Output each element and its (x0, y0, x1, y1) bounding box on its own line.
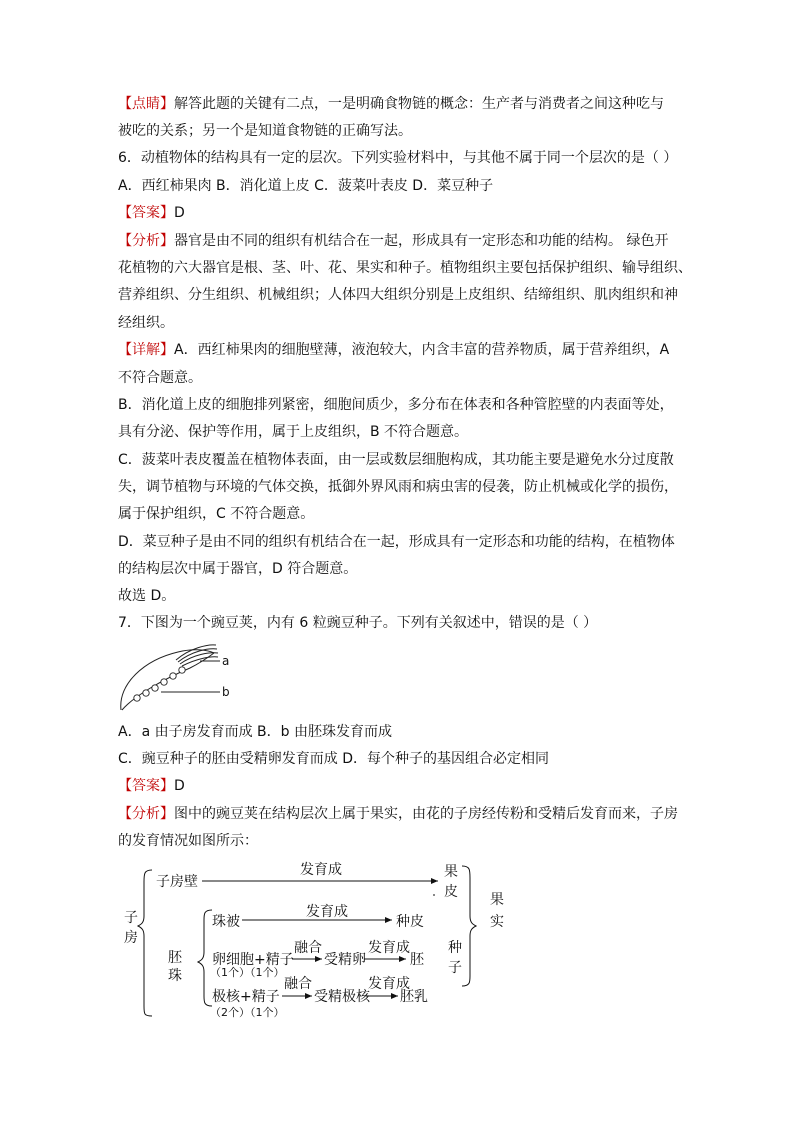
analysis-line-q7-1 (118, 804, 678, 824)
develops-into-label-1: 发育成 (300, 862, 342, 878)
analysis-text: 器官是由不同的组织有机结合在一起，形成具有一定形态和功能的结构。 绿色开 (174, 233, 669, 249)
tip-text: 解答此题的关键有二点，一是明确食物链的概念：生产者与消费者之间这种吃与 (174, 96, 664, 112)
develops-into-label-2: 发育成 (306, 904, 348, 920)
detail-line-5: C．菠菜叶表皮覆盖在植物体表面，由一层或数层细胞构成，其功能主要是避免水分过度散 (118, 452, 674, 468)
fusion-label-1: 融合 (294, 940, 322, 956)
pea-seed (143, 690, 149, 696)
label-a: a (222, 654, 230, 668)
pea-seed (152, 685, 158, 691)
question-7-stem: 7．下图为一个豌豆荚，内有 6 粒豌豆种子。下列有关叙述中，错误的是（ ） (118, 615, 598, 631)
analysis-line-3: 营养组织、分生组织、机械组织；人体四大组织分别是上皮组织、结缔组织、肌肉组织和神 (118, 287, 678, 303)
endosperm-label: 胚乳 (400, 989, 428, 1005)
detail-line-9: 的结构层次中属于器官，D 符合题意。 (118, 561, 358, 577)
embryo-label: 胚 (410, 952, 424, 968)
polar-sperm-label: 极核+精子 (212, 989, 280, 1005)
pericarp-label-2: 皮 (444, 884, 458, 900)
fusion-label-2: 融合 (284, 976, 312, 992)
detail-tag: 【详解】 (118, 342, 174, 358)
count-label-2: （2个）（1个） (210, 1006, 285, 1019)
integument-label: 珠被 (212, 914, 240, 930)
analysis-tag: 【分析】 (118, 233, 174, 249)
analysis-text: 图中的豌豆荚在结构层次上属于果实，由花的子房经传粉和受精后发育而来，子房 (174, 806, 678, 822)
answer-line-q6 (118, 203, 185, 223)
detail-line-6: 失，调节植物与环境的气体交换，抵御外界风雨和病虫害的侵袭，防止机械或化学的损伤， (118, 479, 678, 495)
answer-value: D (174, 205, 185, 221)
answer-line-q7 (118, 776, 185, 796)
detail-line-1 (118, 340, 669, 360)
egg-sperm-label: 卵细胞+精子 (212, 952, 294, 968)
seed-label-1: 种 (448, 940, 462, 956)
question-6-options: A．西红柿果肉 B．消化道上皮 C．菠菜叶表皮 D．菜豆种子 (118, 178, 494, 194)
analysis-line-1 (118, 231, 668, 251)
pericarp-label-1: 果 (444, 864, 458, 880)
detail-line-3: B．消化道上皮的细胞排列紧密，细胞间质少，多分布在体表和各种管腔壁的内表面等处， (118, 397, 674, 413)
pea-seed (170, 673, 176, 679)
analysis-line-q7-2: 的发育情况如图所示： (118, 833, 258, 849)
detail-line-7: 属于保护组织，C 不符合题意。 (118, 506, 315, 522)
count-label-1: （1个）（1个） (210, 966, 285, 979)
pea-seed (161, 679, 167, 685)
develops-into-label-3: 发育成 (368, 940, 410, 956)
answer-tag: 【答案】 (118, 778, 174, 794)
pea-seed (134, 695, 140, 701)
detail-line-4: 具有分泌、保护等作用，属于上皮组织，B 不符合题意。 (118, 424, 469, 440)
fruit-label-1: 果 (490, 892, 504, 908)
answer-tag: 【答案】 (118, 205, 174, 221)
ovary-development-diagram (116, 856, 516, 1028)
fertilized-polar-label: 受精极核 (314, 989, 370, 1005)
ovule-label-1: 胚 (168, 950, 182, 966)
zygote-label: 受精卵 (324, 952, 366, 968)
analysis-tag: 【分析】 (118, 806, 174, 822)
ovary-label-2: 房 (124, 930, 138, 946)
tip-paragraph-line-1 (118, 94, 664, 114)
seed-label-2: 子 (448, 960, 462, 976)
question-7-options-cd: C．豌豆种子的胚由受精卵发育而成 D．每个种子的基因组合必定相同 (118, 751, 550, 767)
tip-tag: 【点睛】 (118, 96, 174, 112)
ovary-label-1: 子 (124, 910, 138, 926)
analysis-line-4: 经组织。 (118, 315, 174, 331)
analysis-line-2: 花植物的六大器官是根、茎、叶、花、果实和种子。植物组织主要包括保护组织、输导组织、 (118, 260, 692, 276)
develops-into-label-4: 发育成 (368, 976, 410, 992)
detail-line-2: 不符合题意。 (118, 370, 202, 386)
conclusion-line: 故选 D。 (118, 588, 176, 604)
question-6-stem: 6．动植物体的结构具有一定的层次。下列实验材料中，与其他不属于同一个层次的是（ ） (118, 150, 678, 166)
ovule-label-2: 珠 (168, 968, 182, 984)
fruit-brace (462, 866, 476, 986)
pea-seeds (134, 667, 185, 701)
seed-coat-label: 种皮 (396, 914, 424, 930)
tip-paragraph-line-2: 被吃的关系；另一个是知道食物链的正确写法。 (118, 123, 412, 139)
fruit-label-2: 实 (490, 914, 504, 930)
pea-pod-seam (122, 653, 214, 710)
pea-seed (179, 667, 185, 673)
answer-value: D (174, 778, 185, 794)
detail-line-8: D．菜豆种子是由不同的组织有机结合在一起，形成具有一定形态和功能的结构，在植物体 (118, 534, 675, 550)
detail-text: A．西红柿果肉的细胞壁薄，液泡较大，内含丰富的营养物质，属于营养组织，A (174, 342, 670, 358)
pea-pod-figure (116, 640, 246, 716)
ovary-wall-label: 子房壁 (156, 874, 198, 890)
label-b: b (222, 685, 230, 699)
question-7-options-ab: A．a 由子房发育而成 B．b 由胚珠发育而成 (118, 724, 392, 740)
ovule-brace (198, 910, 212, 1006)
ovary-brace (138, 870, 152, 1016)
